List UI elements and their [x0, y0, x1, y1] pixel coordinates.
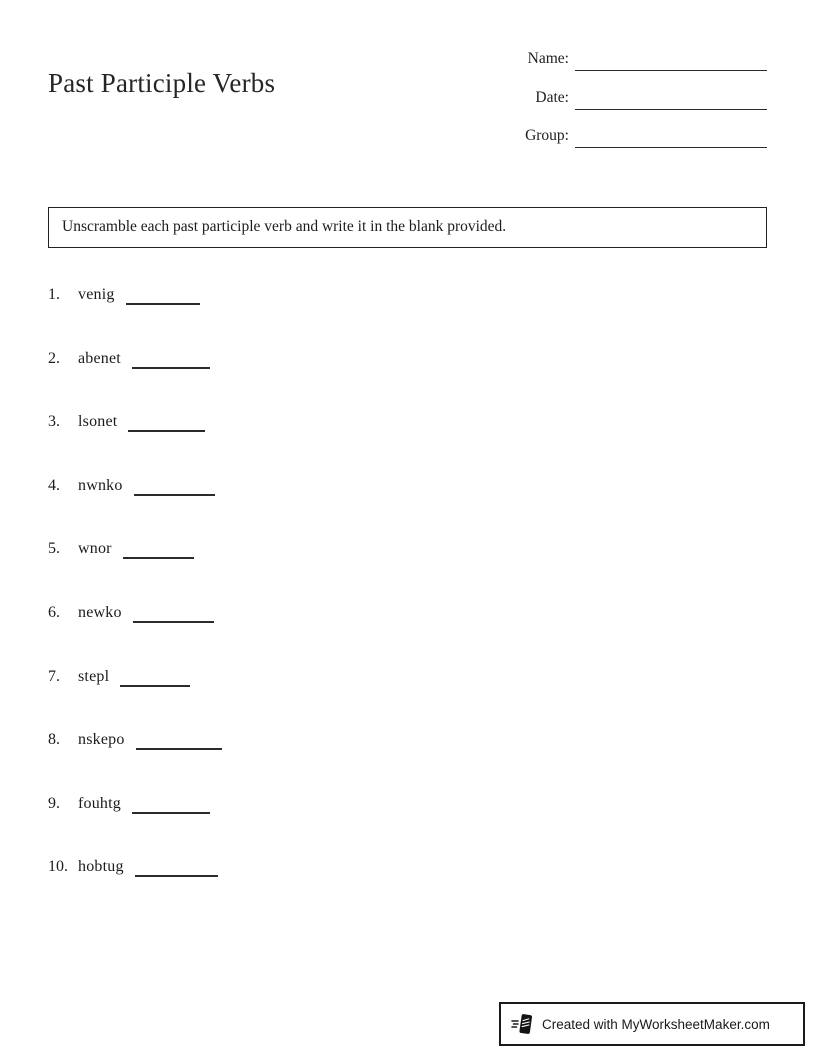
scrambled-word: abenet: [78, 349, 121, 367]
word-list-item: [48, 668, 648, 732]
header-field-label: Name:: [527, 50, 569, 67]
item-number: 1.: [48, 286, 60, 303]
word-list-item: [48, 286, 648, 350]
scrambled-word: wnor: [78, 540, 112, 558]
footer-credit-text: Created with MyWorksheetMaker.com: [542, 1016, 770, 1032]
word-list-item: [48, 795, 648, 859]
header-fields: [517, 50, 767, 166]
answer-blank-line: [132, 811, 210, 814]
item-number: 2.: [48, 349, 60, 367]
item-number: 5.: [48, 540, 60, 558]
scrambled-word: stepl: [78, 667, 110, 685]
answer-blank-line: [126, 302, 200, 305]
scrambled-word: fouhtg: [78, 794, 121, 812]
answer-blank-line: [123, 556, 194, 559]
word-list-item: [48, 604, 648, 668]
header-field-blank-line: [575, 109, 767, 110]
answer-blank-line: [128, 429, 205, 432]
answer-blank-line: [136, 747, 222, 750]
scrambled-word: lsonet: [78, 413, 118, 431]
word-list-item: [48, 731, 648, 795]
scrambled-word: hobtug: [78, 858, 124, 876]
header-field-blank-line: [575, 147, 767, 148]
word-list-item: [48, 413, 648, 477]
answer-blank-line: [132, 366, 210, 369]
item-number: 4.: [48, 476, 60, 494]
item-number: 9.: [48, 794, 60, 812]
item-number: 10.: [48, 858, 68, 876]
instruction-box: [48, 207, 767, 248]
header-field-row: [517, 50, 767, 89]
item-number: 8.: [48, 731, 60, 749]
instruction-text: Unscramble each past participle verb and write it in the blank provided.: [62, 218, 507, 235]
word-list-item: [48, 350, 648, 414]
scrambled-word: nwnko: [78, 476, 123, 494]
scrambled-word: nskepo: [78, 731, 125, 749]
word-list-item: [48, 540, 648, 604]
header-field-row: [517, 127, 767, 166]
header-field-label: Group:: [525, 127, 569, 144]
item-number: 7.: [48, 667, 60, 685]
footer-credit-badge: [499, 1002, 805, 1046]
page-title: Past Participle Verbs: [48, 68, 276, 99]
header-field-blank-line: [575, 70, 767, 71]
header-field-row: [517, 89, 767, 128]
answer-blank-line: [133, 620, 214, 623]
answer-blank-line: [134, 493, 215, 496]
answer-blank-line: [135, 874, 218, 877]
answer-blank-line: [120, 684, 190, 687]
item-number: 3.: [48, 413, 60, 431]
scrambled-word: newko: [78, 603, 122, 621]
word-list: [48, 286, 648, 922]
item-number: 6.: [48, 603, 60, 621]
word-list-item: [48, 858, 648, 922]
header-field-label: Date:: [535, 88, 569, 106]
worksheet-maker-logo-icon: [511, 1011, 535, 1037]
word-list-item: [48, 477, 648, 541]
scrambled-word: venig: [78, 286, 115, 303]
